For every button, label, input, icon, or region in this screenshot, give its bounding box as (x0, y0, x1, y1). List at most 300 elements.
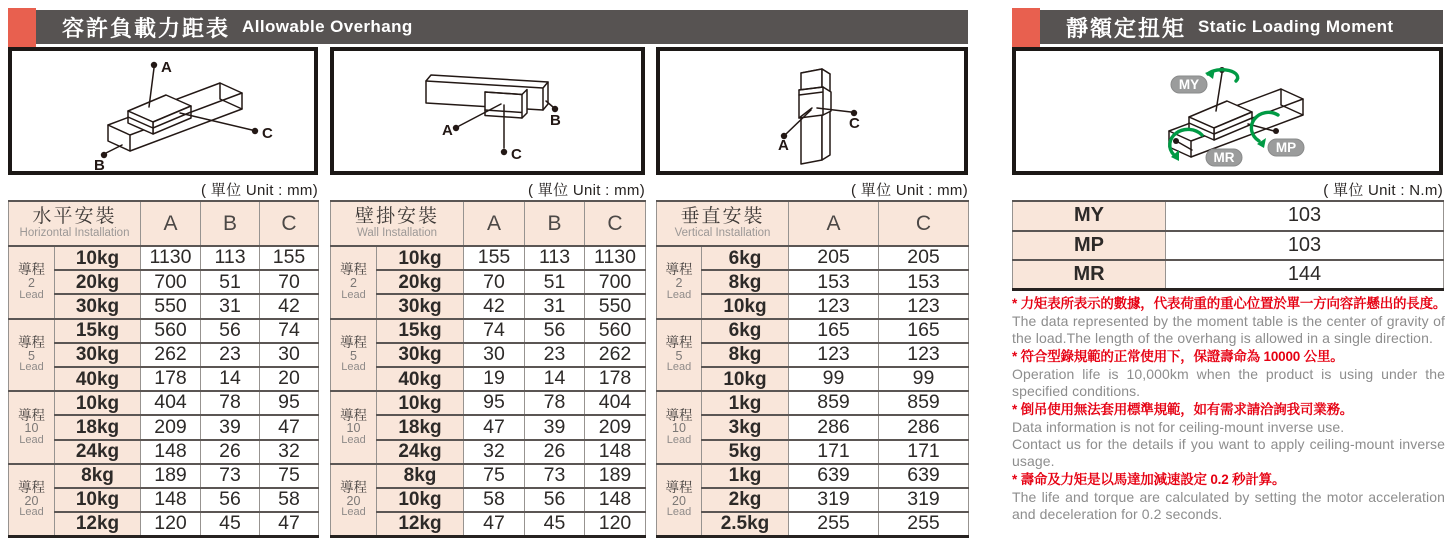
value-cell: 262 (585, 343, 646, 367)
mr-axis-marker (1173, 138, 1179, 144)
column-header-c: C (879, 201, 969, 246)
load-cell: 15kg (377, 319, 464, 343)
value-cell: 153 (879, 270, 969, 294)
unit-label-nm: ( 單位 Unit : N.m) (1323, 182, 1443, 199)
load-cell: 24kg (377, 440, 464, 464)
value-cell: 189 (585, 464, 646, 488)
value-cell: 404 (141, 391, 201, 415)
value-cell: 148 (585, 440, 646, 464)
lead-label-zh: 導程 (18, 407, 45, 423)
header-bar (36, 10, 968, 44)
value-cell: 70 (260, 270, 319, 294)
value-cell: 47 (260, 415, 319, 439)
horizontal-installation-table-wrap (8, 200, 318, 538)
value-cell: 14 (201, 367, 260, 391)
table-row (9, 343, 319, 367)
value-cell: 700 (585, 270, 646, 294)
table-row (331, 367, 646, 391)
value-cell: 153 (789, 270, 879, 294)
value-cell: 209 (141, 415, 201, 439)
table-row (657, 391, 969, 415)
lead-label-zh: 導程 (665, 407, 693, 423)
value-cell: 73 (525, 464, 585, 488)
vertical-installation-diagram (656, 47, 968, 175)
value-cell: 19 (464, 367, 525, 391)
value-cell: 95 (260, 391, 319, 415)
value-cell: 26 (525, 440, 585, 464)
left-title-zh: 容許負載力距表 (62, 15, 231, 41)
moment-label-mp: MP (1275, 140, 1297, 155)
lead-label-en: Lead (666, 361, 692, 374)
table-row (331, 415, 646, 439)
table-row (331, 464, 646, 488)
static-moment-table-wrap (1012, 200, 1443, 291)
lead-value: 2 (28, 276, 35, 291)
value-cell: 75 (260, 464, 319, 488)
lead-label-zh: 導程 (18, 334, 45, 350)
load-cell: 10kg (702, 367, 789, 391)
table-row (657, 270, 969, 294)
load-cell: 12kg (377, 512, 464, 536)
lead-cell (657, 319, 702, 392)
diagram-label-a: A (442, 122, 453, 139)
load-cell: 1kg (702, 464, 789, 488)
column-header-a: A (141, 201, 201, 246)
value-cell: 255 (789, 512, 879, 536)
value-cell: 23 (201, 343, 260, 367)
lead-label-en: Lead (666, 434, 692, 447)
installation-name-zh: 壁掛安裝 (355, 206, 440, 228)
lead-cell (9, 319, 55, 392)
value-cell: 123 (879, 343, 969, 367)
table-row (657, 246, 969, 270)
unit-label-mm: ( 單位 Unit : mm) (851, 182, 968, 199)
column-header-b: B (201, 201, 260, 246)
value-cell: 20 (260, 367, 319, 391)
lead-label-zh: 導程 (340, 407, 367, 423)
lead-cell (657, 464, 702, 537)
diagram-label-b: B (550, 112, 561, 129)
table-row (9, 464, 319, 488)
value-cell: 148 (141, 440, 201, 464)
moment-label-mr: MR (1213, 150, 1235, 165)
table-row (9, 367, 319, 391)
value-cell: 31 (525, 294, 585, 318)
value-cell: 32 (260, 440, 319, 464)
point-c-marker (252, 128, 258, 134)
table-row (657, 367, 969, 391)
table-header-row (331, 201, 646, 246)
load-cell: 30kg (55, 294, 141, 318)
lead-label-zh: 導程 (340, 334, 367, 350)
value-cell: 123 (789, 294, 879, 318)
table-header-row (657, 201, 969, 246)
value-cell: 148 (585, 488, 646, 512)
footnote-zh: * 符合型錄規範的正常使用下，保證壽命為 10000 公里。 (1012, 348, 1344, 364)
load-cell: 10kg (55, 246, 141, 270)
value-cell: 171 (789, 440, 879, 464)
overhang-table (330, 200, 646, 538)
lead-label-zh: 導程 (340, 262, 367, 278)
column-header-a: A (789, 201, 879, 246)
wall-installation-table-wrap (330, 200, 645, 538)
value-cell: 45 (201, 512, 260, 536)
load-cell: 15kg (55, 319, 141, 343)
point-a-marker (151, 62, 157, 68)
value-cell: 859 (789, 391, 879, 415)
installation-name-header (657, 201, 789, 246)
footnote-zh: * 壽命及力矩是以馬達加減速設定 0.2 秒計算。 (1012, 471, 1286, 487)
value-cell: 178 (585, 367, 646, 391)
load-cell: 6kg (702, 319, 789, 343)
lead-label-en: Lead (341, 506, 366, 519)
table-row (657, 319, 969, 343)
value-cell: 262 (141, 343, 201, 367)
diagram-label-c: C (849, 115, 860, 132)
load-cell: 30kg (55, 343, 141, 367)
header-accent-square (1012, 8, 1040, 48)
column-header-c: C (260, 201, 319, 246)
value-cell: 78 (201, 391, 260, 415)
lead-label-en: Lead (19, 506, 44, 519)
installation-name-zh: 垂直安裝 (680, 206, 765, 228)
footnote-en: Data information is not for ceiling-mount inverse use. (1012, 418, 1345, 435)
lead-label-en: Lead (19, 361, 44, 374)
value-cell: 47 (260, 512, 319, 536)
value-cell: 95 (464, 391, 525, 415)
value-cell: 39 (201, 415, 260, 439)
lead-value: 20 (24, 493, 39, 508)
value-cell: 550 (585, 294, 646, 318)
load-cell: 10kg (377, 246, 464, 270)
table-row (331, 319, 646, 343)
load-cell: 6kg (702, 246, 789, 270)
load-cell: 3kg (702, 415, 789, 439)
table-row (9, 488, 319, 512)
horizontal-installation-diagram (8, 47, 318, 175)
load-cell: 2kg (702, 488, 789, 512)
column-header-a: A (464, 201, 525, 246)
table-header-row (9, 201, 319, 246)
table-row (9, 246, 319, 270)
value-cell: 30 (464, 343, 525, 367)
mp-axis-marker (1273, 128, 1279, 134)
table-row (9, 512, 319, 536)
lead-label-zh: 導程 (340, 479, 367, 495)
table-row (331, 512, 646, 536)
diagram-label-b: B (94, 157, 105, 171)
value-cell: 75 (464, 464, 525, 488)
value-cell: 56 (201, 488, 260, 512)
table-row (331, 488, 646, 512)
value-cell: 319 (789, 488, 879, 512)
lead-cell (9, 391, 55, 464)
value-cell: 73 (201, 464, 260, 488)
value-cell: 859 (879, 391, 969, 415)
value-cell: 51 (201, 270, 260, 294)
value-cell: 56 (201, 319, 260, 343)
lead-label-zh: 導程 (665, 334, 693, 350)
table-row (331, 440, 646, 464)
value-cell: 74 (464, 319, 525, 343)
static-moment-table (1012, 200, 1444, 291)
table-row (331, 294, 646, 318)
value-cell: 148 (141, 488, 201, 512)
load-cell: 8kg (702, 270, 789, 294)
value-cell: 113 (525, 246, 585, 270)
column-header-c: C (585, 201, 646, 246)
value-cell: 23 (525, 343, 585, 367)
load-cell: 10kg (702, 294, 789, 318)
load-cell: 8kg (377, 464, 464, 488)
lead-label-zh: 導程 (18, 262, 45, 278)
value-cell: 78 (525, 391, 585, 415)
value-cell: 58 (260, 488, 319, 512)
footnote-en: The data represented by the moment table is the center of gravity of the load.The length of the overhang is allowed in a single direction. (1012, 313, 1445, 347)
value-cell: 404 (585, 391, 646, 415)
load-cell: 1kg (702, 391, 789, 415)
load-cell: 30kg (377, 343, 464, 367)
installation-name-en: Wall Installation (356, 227, 438, 239)
overhang-table (656, 200, 969, 538)
load-cell: 20kg (377, 270, 464, 294)
lead-value: 10 (346, 421, 361, 436)
left-title-en: Allowable Overhang (242, 17, 413, 36)
value-cell: 14 (525, 367, 585, 391)
moment-row (1013, 231, 1444, 261)
static-moment-header (1012, 6, 1443, 48)
point-a-marker (453, 125, 459, 131)
footnotes (1012, 295, 1445, 524)
value-cell: 700 (141, 270, 201, 294)
moment-label-my: MY (1013, 201, 1166, 231)
static-moment-diagram (1012, 47, 1443, 175)
installation-name-header (331, 201, 464, 246)
load-cell: 10kg (377, 391, 464, 415)
value-cell: 42 (464, 294, 525, 318)
value-cell: 120 (585, 512, 646, 536)
load-cell: 8kg (702, 343, 789, 367)
value-cell: 123 (879, 294, 969, 318)
header-accent-square (8, 8, 36, 48)
value-cell: 639 (789, 464, 879, 488)
load-cell: 40kg (55, 367, 141, 391)
lead-value: 10 (672, 421, 686, 436)
value-cell: 113 (201, 246, 260, 270)
table-row (657, 512, 969, 536)
lead-label-en: Lead (19, 288, 44, 301)
footnote-en: The life and torque are calculated by setting the motor acceleration and deceleration for 0.2 seconds. (1012, 488, 1445, 523)
unit-label-mm: ( 單位 Unit : mm) (201, 182, 318, 199)
value-cell: 42 (260, 294, 319, 318)
value-cell: 74 (260, 319, 319, 343)
allowable-overhang-header (8, 6, 968, 48)
value-cell: 30 (260, 343, 319, 367)
lead-cell (331, 319, 377, 392)
header-bar (1040, 10, 1443, 44)
value-cell: 56 (525, 319, 585, 343)
lead-value: 20 (672, 493, 686, 508)
value-cell: 319 (879, 488, 969, 512)
value-cell: 286 (789, 415, 879, 439)
value-cell: 99 (879, 367, 969, 391)
value-cell: 209 (585, 415, 646, 439)
value-cell: 550 (141, 294, 201, 318)
lead-cell (331, 391, 377, 464)
value-cell: 47 (464, 415, 525, 439)
lead-cell (331, 464, 377, 537)
load-cell: 5kg (702, 440, 789, 464)
moment-row (1013, 260, 1444, 290)
table-row (9, 415, 319, 439)
value-cell: 26 (201, 440, 260, 464)
moment-value-mp: 103 (1166, 231, 1444, 261)
table-row (657, 440, 969, 464)
value-cell: 56 (525, 488, 585, 512)
table-row (9, 319, 319, 343)
value-cell: 255 (879, 512, 969, 536)
footnote (1012, 471, 1445, 524)
value-cell: 171 (879, 440, 969, 464)
value-cell: 178 (141, 367, 201, 391)
lead-cell (657, 391, 702, 464)
load-cell: 10kg (377, 488, 464, 512)
value-cell: 560 (585, 319, 646, 343)
table-row (657, 488, 969, 512)
value-cell: 70 (464, 270, 525, 294)
lead-label-en: Lead (341, 434, 366, 447)
load-cell: 10kg (55, 488, 141, 512)
load-cell: 40kg (377, 367, 464, 391)
value-cell: 58 (464, 488, 525, 512)
table-row (9, 294, 319, 318)
load-cell: 18kg (377, 415, 464, 439)
diagram-label-a: A (161, 59, 172, 76)
lead-label-en: Lead (19, 434, 44, 447)
moment-label-mp: MP (1013, 231, 1166, 261)
value-cell: 286 (879, 415, 969, 439)
load-cell: 8kg (55, 464, 141, 488)
lead-cell (9, 464, 55, 537)
vertical-installation-table-wrap (656, 200, 968, 538)
footnote-en: Operation life is 10,000km when the product is using under the specified conditions. (1012, 365, 1445, 400)
diagram-label-c: C (511, 146, 522, 163)
value-cell: 47 (464, 512, 525, 536)
value-cell: 45 (525, 512, 585, 536)
value-cell: 165 (879, 319, 969, 343)
wall-installation-diagram (330, 47, 645, 175)
value-cell: 120 (141, 512, 201, 536)
lead-cell (9, 246, 55, 319)
table-row (657, 464, 969, 488)
load-cell: 18kg (55, 415, 141, 439)
table-row (657, 343, 969, 367)
unit-label-mm: ( 單位 Unit : mm) (528, 182, 645, 199)
footnote (1012, 348, 1445, 401)
table-row (331, 391, 646, 415)
lead-value: 2 (350, 276, 357, 291)
table-row (657, 415, 969, 439)
load-cell: 10kg (55, 391, 141, 415)
value-cell: 155 (464, 246, 525, 270)
footnote-zh: * 倒吊使用無法套用標準規範，如有需求請洽詢我司業務。 (1012, 401, 1354, 417)
value-cell: 560 (141, 319, 201, 343)
table-row (331, 343, 646, 367)
table-row (9, 391, 319, 415)
table-row (331, 270, 646, 294)
lead-value: 5 (675, 348, 683, 363)
moment-row (1013, 201, 1444, 231)
value-cell: 205 (879, 246, 969, 270)
lead-label-zh: 導程 (665, 262, 693, 278)
footnote (1012, 295, 1445, 348)
lead-label-en: Lead (341, 361, 366, 374)
lead-label-en: Lead (666, 506, 692, 519)
lead-label-en: Lead (666, 288, 692, 301)
value-cell: 31 (201, 294, 260, 318)
table-row (331, 246, 646, 270)
point-c-marker (501, 149, 507, 155)
installation-name-en: Horizontal Installation (19, 227, 130, 239)
installation-name-zh: 水平安裝 (32, 206, 117, 228)
right-title-zh: 靜額定扭矩 (1066, 15, 1187, 41)
value-cell: 165 (789, 319, 879, 343)
value-cell: 51 (525, 270, 585, 294)
moment-label-my: MY (1178, 77, 1200, 92)
lead-value: 2 (675, 276, 683, 291)
column-header-b: B (525, 201, 585, 246)
lead-value: 5 (28, 348, 35, 363)
moment-value-mr: 144 (1166, 260, 1444, 290)
value-cell: 205 (789, 246, 879, 270)
load-cell: 12kg (55, 512, 141, 536)
load-cell: 20kg (55, 270, 141, 294)
moment-label-mr: MR (1013, 260, 1166, 290)
installation-name-en: Vertical Installation (674, 227, 771, 239)
footnote (1012, 401, 1445, 471)
diagram-label-a: A (778, 137, 789, 154)
lead-value: 5 (350, 348, 357, 363)
load-cell: 30kg (377, 294, 464, 318)
value-cell: 1130 (585, 246, 646, 270)
load-cell: 2.5kg (702, 512, 789, 536)
moment-value-my: 103 (1166, 201, 1444, 231)
value-cell: 99 (789, 367, 879, 391)
load-cell: 24kg (55, 440, 141, 464)
lead-cell (657, 246, 702, 319)
lead-label-zh: 導程 (18, 479, 45, 495)
lead-cell (331, 246, 377, 319)
value-cell: 1130 (141, 246, 201, 270)
overhang-table (8, 200, 319, 538)
value-cell: 155 (260, 246, 319, 270)
value-cell: 639 (879, 464, 969, 488)
value-cell: 39 (525, 415, 585, 439)
value-cell: 189 (141, 464, 201, 488)
lead-label-zh: 導程 (665, 479, 693, 495)
right-title-en: Static Loading Moment (1198, 17, 1394, 36)
diagram-label-c: C (262, 125, 273, 142)
lead-value: 10 (24, 421, 39, 436)
value-cell: 123 (789, 343, 879, 367)
footnote-en: Contact us for the details if you want to apply ceiling-mount inverse usage. (1012, 436, 1445, 470)
lead-value: 20 (346, 493, 361, 508)
table-row (9, 440, 319, 464)
footnote-zh: * 力矩表所表示的數據，代表荷重的重心位置於單一方向容許懸出的長度。 (1012, 296, 1447, 311)
installation-name-header (9, 201, 141, 246)
lead-label-en: Lead (341, 288, 366, 301)
table-row (657, 294, 969, 318)
